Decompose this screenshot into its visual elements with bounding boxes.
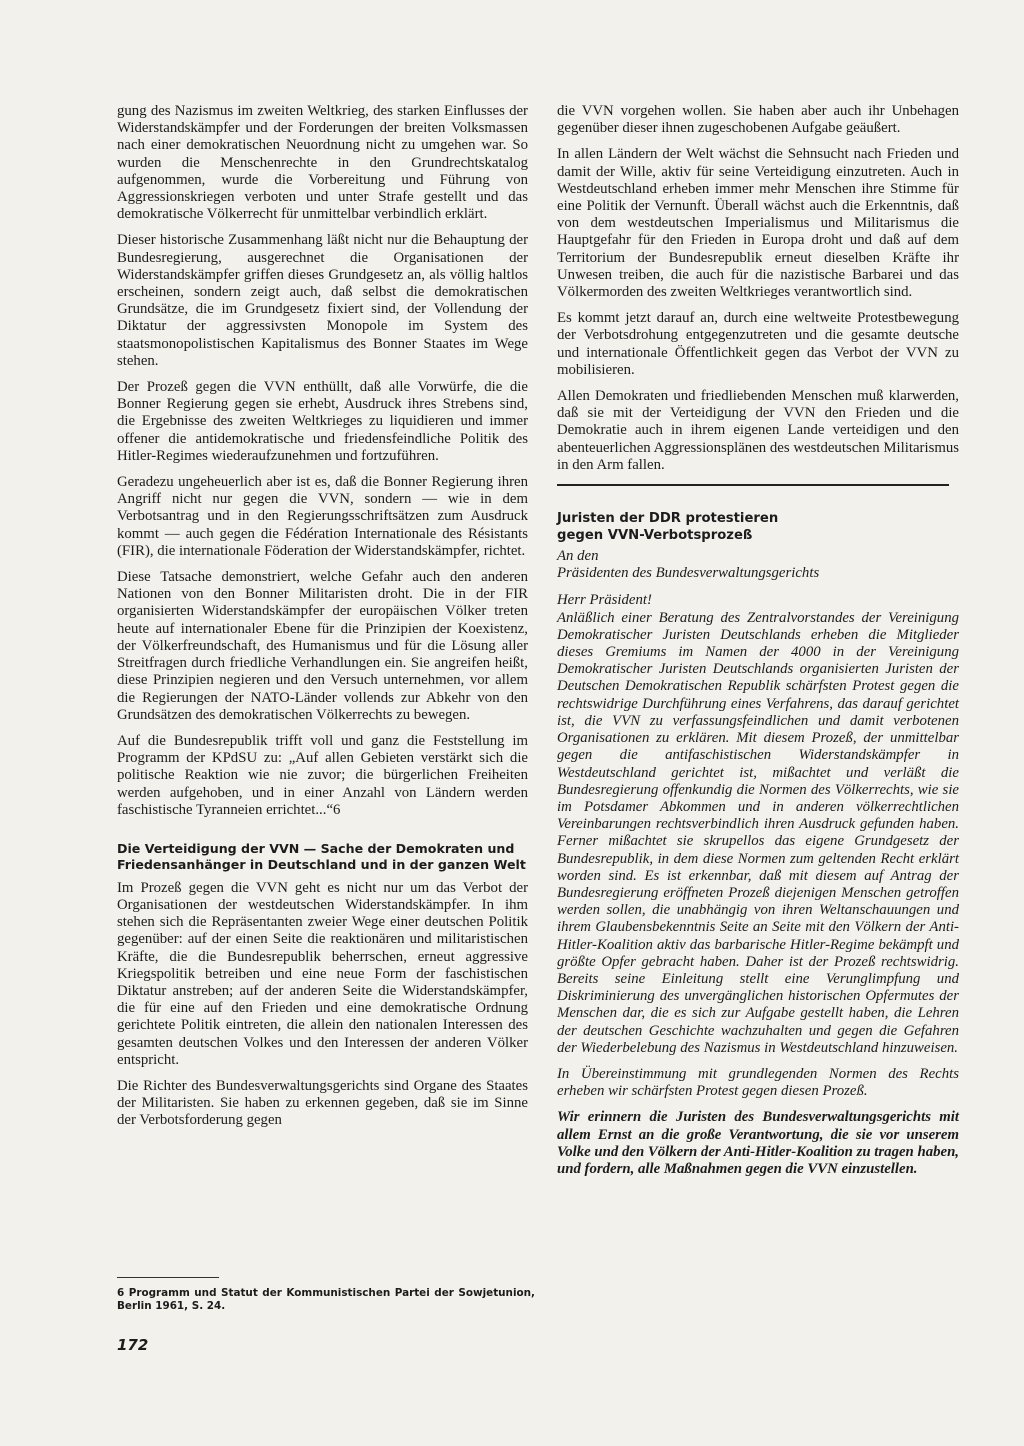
- left-column: [117, 103, 528, 1139]
- paragraph: Auf die Bundesrepublik trifft voll und ganz die Feststellung im Programm der KPdSU zu: „Auf allen Gebieten verstärkt sich die politische Reaktion wie nie zuvor; die bürgerlichen Freiheiten werden aufgehoben, und in einer Anzahl von Ländern werden faschistische Tyranneien errichtet...“6: [117, 732, 528, 818]
- paragraph: Dieser historische Zusammenhang läßt nicht nur die Behauptung der Bundesregierung, ausgerechnet die Organisationen der Widerstandskämpfer griffen dieses Grundgesetz an, als völlig haltlos erscheinen, sondern zeigt auch, daß selbst die demokratischen Grundsätze, die im Grundgesetz fixiert sind, der Vollendung der Diktatur der aggressivsten Monopole im System des staatsmonopolistischen Kapitalismus des Bonner Staates im Wege stehen.: [117, 232, 528, 369]
- paragraph: Die Richter des Bundesverwaltungsgerichts sind Organe des Staates der Militaristen. Sie haben zu erkennen gegeben, daß sie im Sinne der Verbotsforderung gegen: [117, 1077, 528, 1129]
- paragraph: In allen Ländern der Welt wächst die Sehnsucht nach Frieden und damit der Wille, aktiv für seine Verteidigung einzutreten. Auch in Westdeutschland erheben immer mehr Menschen ihre Stimme für eine Politik der Vernunft. Überall wächst auch die Erkenntnis, daß von dem westdeutschen Imperialismus und Militarismus die Hauptgefahr für den Frieden in Europa droht und daß auf dem Territorium der Bundesrepublik erneut dieselben Kräfte ihr Unwesen treiben, die auch für die nazistische Barbarei und das Völkermorden des zweiten Weltkrieges verantwortlich sind.: [557, 146, 959, 301]
- section-heading: Die Verteidigung der VVN — Sache der Demokraten und Friedensanhänger in Deutschland und in der ganzen Welt: [117, 840, 526, 873]
- letter-paragraph: Wir erinnern die Juristen des Bundesverwaltungsgerichts mit allem Ernst an die große Verantwortung, die sie vor unserem Volke und den Völkern der Anti-Hitler-Koalition zu tragen haben, und fordern, alle Maßnahmen gegen die VVN einzustellen.: [557, 1109, 959, 1177]
- page-number: 172: [117, 1336, 149, 1354]
- paragraph: Im Prozeß gegen die VVN geht es nicht nur um das Verbot der Organisationen der westdeutschen Widerstandskämpfer. In ihm stehen sich die Repräsentanten zweier Wege einer deutschen Politik gegenüber: auf der einen Seite die reaktionären und militaristischen Kräfte, die die Bundesrepublik beherrschen, erneut aggressive Kriegspolitik betreiben und eine neue Form der faschistischen Diktatur anstreben; auf der anderen Seite die Widerstandskämpfer, die für eine auf den Frieden und eine demokratische Ordnung gerichtete Politik eintreten, die allein den nationalen Interessen des gesamten deutschen Volkes und den Interessen der anderen Völker entspricht.: [117, 879, 528, 1068]
- paragraph: Es kommt jetzt darauf an, durch eine weltweite Protestbewegung der Verbotsdrohung entgegenzutreten und die gesamte deutsche und internationale Öffentlichkeit gegen das Verbot der VVN zu mobilisieren.: [557, 310, 959, 378]
- paragraph: Diese Tatsache demonstriert, welche Gefahr auch den anderen Nationen von den Bonner Militaristen droht. Die in der FIR organisierten Widerstandskämpfer der europäischen Völker treten heute auf internationaler Ebene für die Prinzipien der Koexistenz, der Völkerfreundschaft, des Humanismus und für die Lösung aller Streitfragen durch friedliche Verhandlungen ein. Sie angreifen heißt, diese Prinzipien negieren und den Versuch unternehmen, vor allem die Regierungen der NATO-Länder vollends zur Abkehr von den Grundsätzen des demokratischen Völkerrechts zu bewegen.: [117, 569, 528, 723]
- footnote: 6 Programm und Statut der Kommunistischen Partei der Sowjetunion, Berlin 1961, S. 24.: [117, 1287, 535, 1312]
- heading-line: gegen VVN-Verbotsprozeß: [557, 528, 753, 544]
- section-divider: [557, 484, 949, 486]
- heading-line: Juristen der DDR protestieren: [557, 511, 779, 527]
- paragraph: Geradezu ungeheuerlich aber ist es, daß die Bonner Regierung ihren Angriff nicht nur gegen die VVN, sondern — wie in dem Verbotsantrag und in den Regierungsschriftsätzen zum Ausdruck kommt — auch gegen die Fédération Internationale des Résistants (FIR), die internationale Föderation der Widerstandskämpfer, richtet.: [117, 474, 528, 559]
- address-line: Präsidenten des Bundesverwaltungsgerichts: [557, 565, 820, 582]
- paragraph: gung des Nazismus im zweiten Weltkrieg, des starken Einflusses der Widerstandskämpfer und der Forderungen der breiten Volksmassen nach einer demokratischen Neuordnung nicht zu umgehen war. So wurden die Menschenrechte in den Grundrechtskatalog aufgenommen, wurde die Vorbereitung und Führung von Aggressionskriegen verboten und unter Strafe gestellt und das demokratische Völkerrecht für unmittelbar verbindlich erklärt.: [117, 103, 528, 223]
- address-line: An den: [557, 548, 599, 565]
- paragraph: die VVN vorgehen wollen. Sie haben aber auch ihr Unbehagen gegenüber dieser ihnen zugeschobenen Aufgabe geäußert.: [557, 103, 959, 137]
- paragraph: Allen Demokraten und friedliebenden Menschen muß klarwerden, daß sie mit der Verteidigung der VVN den Frieden und die Demokratie auch in ihrem eigenen Lande verteidigen und den abenteuerlichen Aggressionsplänen des westdeutschen Militarismus in den Arm fallen.: [557, 388, 959, 473]
- right-column: [557, 103, 959, 1187]
- letter-paragraph: In Übereinstimmung mit grundlegenden Normen des Rechts erheben wir schärfsten Protest gegen diesen Prozeß.: [557, 1065, 959, 1100]
- article-heading: [557, 510, 959, 544]
- footnote-rule: [117, 1277, 219, 1278]
- paragraph: Der Prozeß gegen die VVN enthüllt, daß alle Vorwürfe, die die Bonner Regierung gegen sie erhebt, Ausdruck ihres Strebens sind, die Ergebnisse des zweiten Weltkrieges zu liquidieren und immer offener die antidemokratische und friedensfeindliche Politik des Hitler-Regimes wiederaufzunehmen und fortzuführen.: [117, 379, 528, 464]
- protest-letter: [557, 548, 959, 1178]
- salutation: Herr Präsident!: [557, 592, 652, 609]
- letter-paragraph: Anläßlich einer Beratung des Zentralvorstandes der Vereinigung Demokratischer Juristen Deutschlands erheben die Mitglieder dieses Gremiums im Namen der 4000 in der Vereinigung Demokratischer Juristen Deutschlands organisierten Juristen der Deutschen Demokratischen Republik schärfsten Protest gegen die rechtswidrige Durchführung eines Verfahrens, das darauf gerichtet ist, die VVN zu verfassungsfeindlichen und damit verbotenen Organisationen zu erklären. Mit diesem Prozeß, der unmittelbar gegen die antifaschistischen Widerstandskämpfer in Westdeutschland gerichtet ist, mißachtet und verläßt die Bundesregierung offenkundig die Normen des Völkerrechts, wie sie im Potsdamer Abkommen und in anderen völkerrechtlichen Vereinbarungen rechtsverbindlich ihren Ausdruck gefunden haben. Ferner mißachtet sie skrupellos das eigene Grundgesetz der Bundesrepublik, in dem diese Normen zum geltenden Recht erklärt worden sind. Es ist erkennbar, daß mit diesem auf Antrag der Bundesregierung eröffneten Prozeß diejenigen Menschen getroffen werden sollen, die unabhängig von ihren Weltanschauungen und ihrem Glaubensbekenntnis Seite an Seite mit den Völkern der Anti-Hitler-Koalition aktiv das barbarische Hitler-Regime bekämpft und größte Opfer gebracht haben. Daher ist der Prozeß rechtswidrig. Bereits seine Einleitung stellt eine Verunglimpfung und Diskriminierung des unvergänglichen historischen Opfermutes der Menschen dar, die es sich zur Aufgabe gestellt haben, die Lehren der deutschen Geschichte wachzuhalten und gegen die Gefahren der Wiederbelebung des Nazismus in Westdeutschland hinzuweisen.: [557, 609, 959, 1056]
